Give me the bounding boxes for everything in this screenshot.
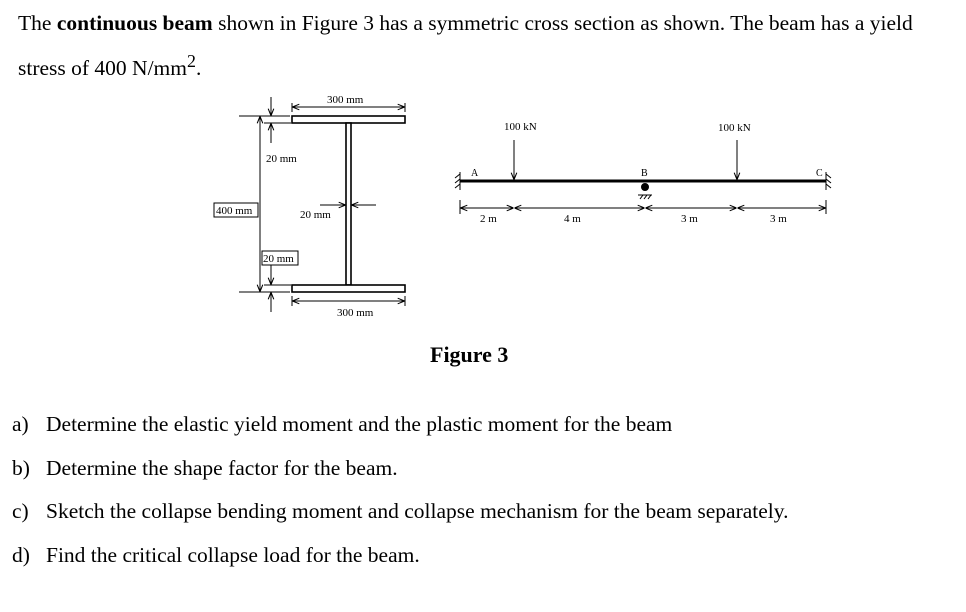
fixed-support-c xyxy=(826,172,831,190)
span-4-label: 3 m xyxy=(770,213,787,225)
span-1-label: 2 m xyxy=(480,213,497,225)
figure-caption: Figure 3 xyxy=(430,342,509,367)
intro-superscript: 2 xyxy=(187,51,196,71)
question-label: c) xyxy=(12,499,29,523)
top-flange-width-label: 300 mm xyxy=(327,94,364,106)
point-c-label: C xyxy=(816,168,823,179)
question-text: Determine the elastic yield moment and the plastic moment for the beam xyxy=(46,412,673,436)
question-label: d) xyxy=(12,542,30,567)
question-item xyxy=(12,450,789,494)
bottom-flange-thickness-label: 20 mm xyxy=(263,253,294,265)
question-item xyxy=(12,406,789,450)
intro-bold-term: continuous beam xyxy=(56,11,213,35)
load-2-label: 100 kN xyxy=(718,122,751,134)
span-3-label: 3 m xyxy=(681,213,698,225)
web xyxy=(346,123,351,285)
question-text: Find the critical collapse load for the beam. xyxy=(46,542,420,567)
intro-text-middle: shown in Figure 3 has a symmetric cross section as shown. The beam has a yield stress of 400 N/mm xyxy=(18,11,913,81)
bottom-flange-width-label: 300 mm xyxy=(337,307,374,319)
fixed-support-a xyxy=(455,172,460,190)
question-item xyxy=(12,537,789,581)
question-label: b) xyxy=(12,455,30,480)
question-text: Sketch the collapse bending moment and collapse mechanism for the beam separately. xyxy=(46,499,789,523)
load-1-label: 100 kN xyxy=(504,121,537,133)
point-a-label: A xyxy=(471,168,479,179)
question-item xyxy=(12,493,789,537)
question-text: Determine the shape factor for the beam. xyxy=(46,455,398,480)
point-b-label: B xyxy=(641,168,648,179)
top-flange-thickness-label: 20 mm xyxy=(266,153,297,165)
intro-text-end: . xyxy=(195,56,202,81)
question-label: a) xyxy=(12,412,29,436)
span-2-label: 4 m xyxy=(564,213,581,225)
top-flange xyxy=(292,116,405,123)
pin-support-b xyxy=(638,184,652,200)
intro-text-start: The xyxy=(18,11,57,35)
web-thickness-label: 20 mm xyxy=(300,209,331,221)
question-list xyxy=(12,406,789,580)
i-beam-cross-section xyxy=(292,116,405,292)
bottom-flange xyxy=(292,285,405,292)
total-depth-label: 400 mm xyxy=(216,205,253,217)
